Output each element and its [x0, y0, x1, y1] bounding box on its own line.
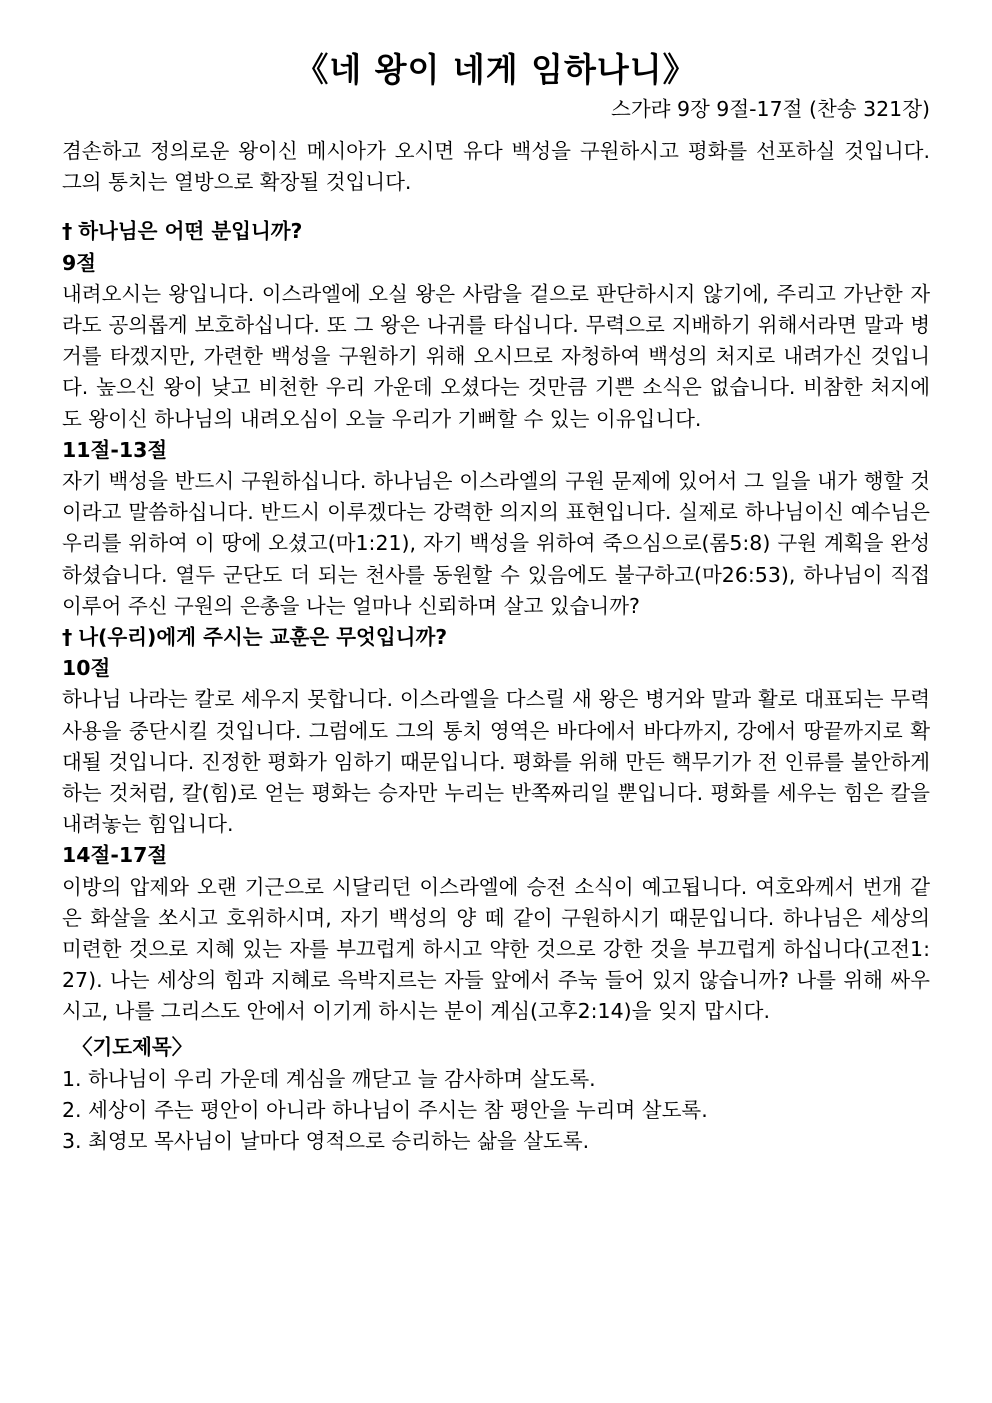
verse-heading: 10절 [62, 656, 111, 681]
section-2 [62, 622, 930, 1028]
page-title: 《네 왕이 네게 임하나니》 [295, 50, 697, 89]
prayer-list [62, 1064, 930, 1158]
question-text: 나(우리)에게 주시는 교훈은 무엇입니까? [78, 625, 448, 650]
intro-paragraph: 겸손하고 정의로운 왕이신 메시아가 오시면 유다 백성을 구원하시고 평화를 선포하실 것입니다. 그의 통치는 열방으로 확장될 것입니다. [62, 139, 930, 195]
verse-paragraph: 하나님 나라는 칼로 세우지 못합니다. 이스라엘을 다스릴 새 왕은 병거와 말과 활로 대표되는 무력 사용을 중단시킬 것입니다. 그럼에도 그의 통치 영역은 바다에서 바다까지, 강에서 땅끝까지로 확대될 것입니다. 진정한 평화가 임하기 때문입니다. 평화를 위해 만든 핵무기가 전 인류를 불안하게 하는 것처럼, 칼(힘)로 얻는 평화는 승자만 누리는 반쪽짜리일 뿐입니다. 평화를 세우는 힘은 칼을 내려놓는 힘입니다. [62, 687, 930, 837]
prayer-item: 2. 세상이 주는 평안이 아니라 하나님이 주시는 참 평안을 누리며 살도록. [62, 1097, 708, 1122]
question-text: 하나님은 어떤 분입니까? [78, 219, 303, 244]
verse-heading: 11절-13절 [62, 437, 168, 462]
section-question [62, 622, 930, 653]
verse-heading: 14절-17절 [62, 843, 168, 868]
section-1 [62, 216, 930, 622]
section-question [62, 216, 930, 247]
prayer-item: 3. 최영모 목사님이 날마다 영적으로 승리하는 삶을 살도록. [62, 1129, 590, 1154]
scripture-reference: 스가랴 9장 9절-17절 (찬송 321장) [611, 97, 930, 121]
verse-paragraph: 자기 백성을 반드시 구원하십니다. 하나님은 이스라엘의 구원 문제에 있어서 그 일을 내가 행할 것이라고 말씀하십니다. 반드시 이루겠다는 강력한 의지의 표현입니다. 실제로 하나님이신 예수님은 우리를 위하여 이 땅에 오셨고(마1:21), 자기 백성을 위하여 죽으심으로(롬5:8) 구원 계획을 완성하셨습니다. 열두 군단도 더 되는 천사를 동원할 수 있음에도 불구하고(마26:53), 하나님이 직접 이루어 주신 구원의 은총을 나는 얼마나 신뢰하며 살고 있습니까? [62, 469, 930, 618]
prayer-title: 〈기도제목〉 [72, 1034, 193, 1059]
prayer-section [62, 1030, 930, 1158]
prayer-item: 1. 하나님이 우리 가운데 계심을 깨닫고 늘 감사하며 살도록. [62, 1066, 596, 1091]
cross-icon: † [62, 625, 73, 650]
cross-icon: † [62, 219, 73, 244]
verse-heading: 9절 [62, 250, 97, 275]
verse-paragraph: 이방의 압제와 오랜 기근으로 시달리던 이스라엘에 승전 소식이 예고됩니다. 여호와께서 번개 같은 화살을 쏘시고 호위하시며, 자기 백성의 양 떼 같이 구원하시기 때문입니다. 하나님은 세상의 미련한 것으로 지혜 있는 자를 부끄럽게 하시고 약한 것으로 강한 것을 부끄럽게 하십니다(고전1:27). 나는 세상의 힘과 지혜로 윽박지르는 자들 앞에서 주눅 들어 있지 않습니까? 나를 위해 싸우시고, 나를 그리스도 안에서 이기게 하시는 분이 계심(고후2:14)을 잊지 맙시다. [62, 874, 930, 1024]
verse-paragraph: 내려오시는 왕입니다. 이스라엘에 오실 왕은 사람을 겉으로 판단하시지 않기에, 주리고 가난한 자라도 공의롭게 보호하십니다. 또 그 왕은 나귀를 타십니다. 무력으로 지배하기 위해서라면 말과 병거를 타겠지만, 가련한 백성을 구원하기 위해 오시므로 자청하여 백성의 처지로 내려가신 것입니다. 높으신 왕이 낮고 비천한 우리 가운데 오셨다는 것만큼 기쁜 소식은 없습니다. 비참한 처지에도 왕이신 하나님의 내려오심이 오늘 우리가 기뻐할 수 있는 이유입니다. [62, 281, 930, 431]
